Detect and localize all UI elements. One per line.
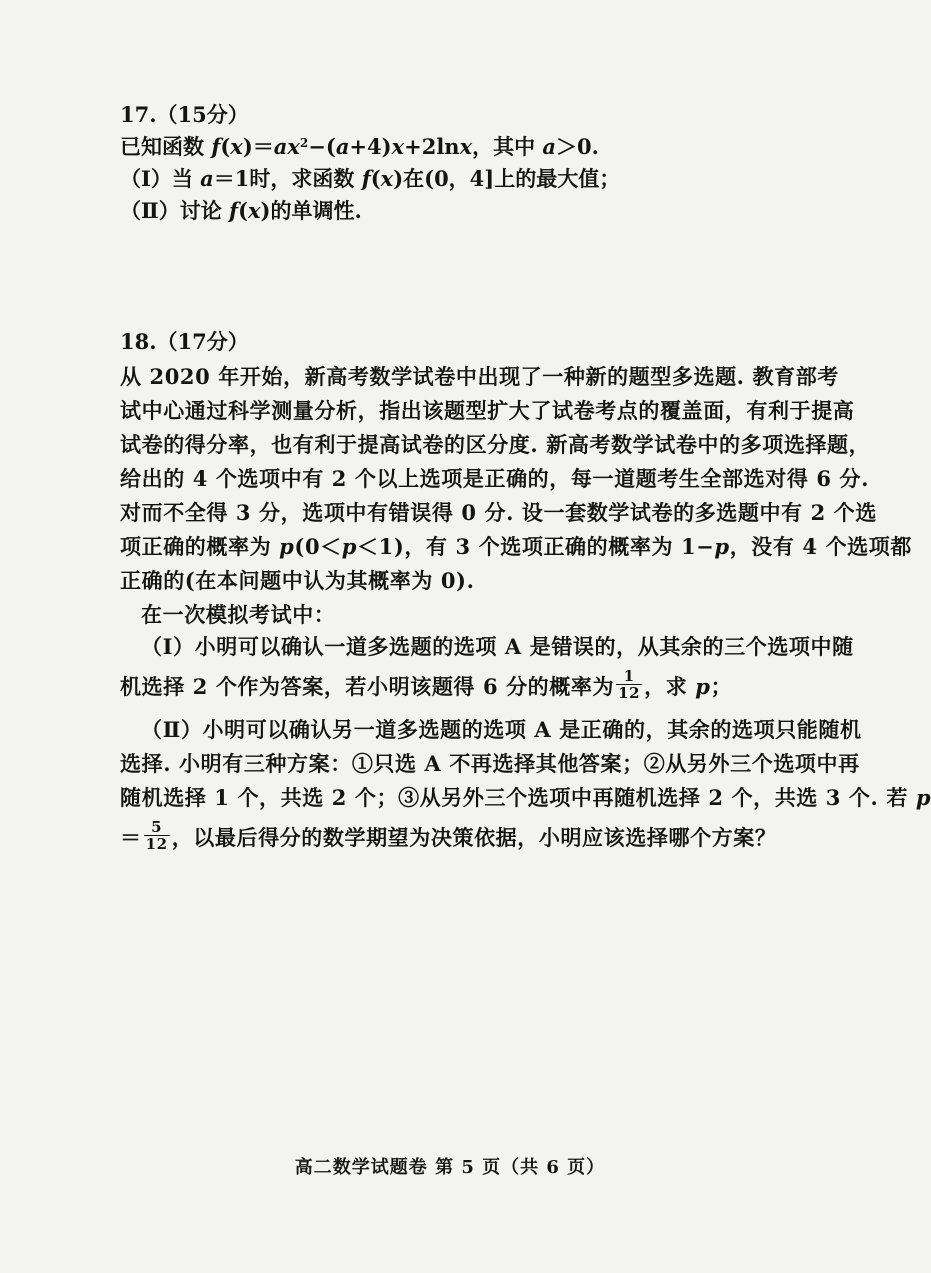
q18-header: 18.（17分） bbox=[120, 329, 249, 354]
q18-part-2-line-2: 选择. 小明有三种方案：①只选 A 不再选择其他答案；②从另外三个选项中再 bbox=[120, 751, 860, 776]
q18-part-1-line-2: 机选择 2 个作为答案，若小明该题得 6 分的概率为 $\frac{1}{12}$ ，求 p； bbox=[120, 667, 733, 702]
q18-line-6: 项正确的概率为 p(0＜p＜1)，有 3 个选项正确的概率为 1−p，没有 4 个选项都 bbox=[120, 534, 912, 559]
q18-part-1-line-1: （Ⅰ）小明可以确认一道多选题的选项 A 是错误的，从其余的三个选项中随 bbox=[141, 634, 854, 659]
q18-part-2-line-1: （Ⅱ）小明可以确认另一道多选题的选项 A 是正确的，其余的选项只能随机 bbox=[141, 717, 862, 742]
q17-stem: 已知函数 $f(x)=ax^2-(a+4)x+2\ln x$，其中 a＞0. bbox=[120, 134, 599, 159]
q18-line-3: 试卷的得分率，也有利于提高试卷的区分度. 新高考数学试卷中的多项选择题， bbox=[120, 432, 871, 457]
q17-header: 17.（15分） bbox=[120, 102, 249, 127]
q18-line-5: 对而不全得 3 分，选项中有错误得 0 分. 设一套数学试卷的多选题中有 2 个选 bbox=[120, 500, 877, 525]
q18-line-7: 正确的(在本问题中认为其概率为 0). bbox=[120, 568, 475, 593]
q18-line-4: 给出的 4 个选项中有 2 个以上选项是正确的，每一道题考生全部选对得 6 分. bbox=[120, 466, 870, 491]
fraction-1-12: $\frac{1}{12}$ bbox=[618, 667, 641, 702]
q18-line-8: 在一次模拟考试中： bbox=[141, 602, 336, 627]
q18-line-2: 试中心通过科学测量分析，指出该题型扩大了试卷考点的覆盖面，有利于提高 bbox=[120, 398, 855, 423]
q18-part-2-line-4: ＝ $\frac{5}{12}$ ，以最后得分的数学期望为决策依据，小明应该选择哪个方案？ bbox=[120, 818, 777, 853]
q18-part-2-line-3: 随机选择 1 个，共选 2 个；③从另外三个选项中再随机选择 2 个，共选 3 个. 若 p bbox=[120, 785, 931, 810]
fraction-5-12: $\frac{5}{12}$ bbox=[145, 818, 168, 853]
q18-line-1: 从 2020 年开始，新高考数学试卷中出现了一种新的题型多选题. 教育部考 bbox=[120, 364, 839, 389]
q17-part-1: （Ⅰ）当 a＝1时，求函数 f(x)在(0，4]上的最大值； bbox=[120, 166, 621, 191]
page-footer: 高二数学试题卷 第 5 页（共 6 页） bbox=[294, 1157, 606, 1178]
q17-part-2: （Ⅱ）讨论 f(x)的单调性. bbox=[120, 198, 362, 223]
